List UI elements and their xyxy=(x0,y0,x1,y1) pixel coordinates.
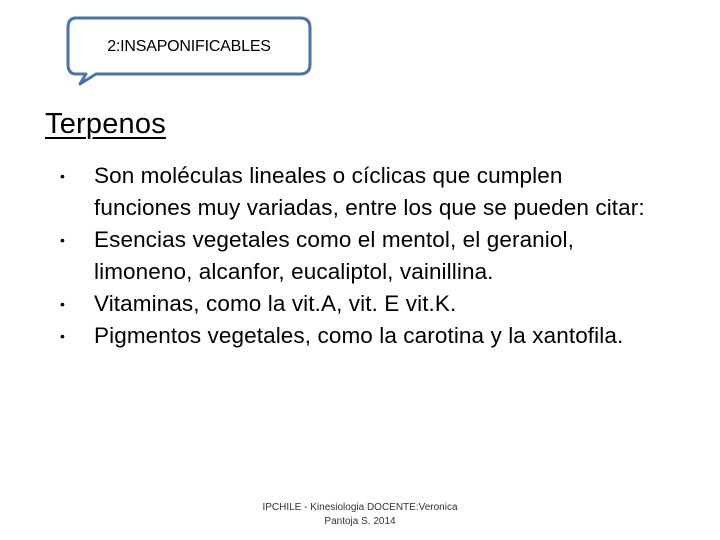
callout-label: 2:INSAPONIFICABLES xyxy=(107,38,271,55)
bullet-icon: • xyxy=(60,328,66,344)
list-item xyxy=(40,224,660,288)
list-item-text: Vitaminas, como la vit.A, vit. E vit.K. xyxy=(94,291,457,316)
list-item xyxy=(40,288,660,320)
bullet-list xyxy=(40,160,660,352)
callout-bubble xyxy=(66,16,306,70)
list-item-text: Son moléculas lineales o cíclicas que cumplen funciones muy variadas, entre los que se pueden citar: xyxy=(94,163,645,220)
slide-footer xyxy=(240,501,480,529)
bullet-icon: • xyxy=(60,232,66,248)
bullet-icon: • xyxy=(60,296,66,312)
list-item xyxy=(40,160,660,224)
page-title: Terpenos xyxy=(45,108,166,140)
footer-line-2: Pantoja S. 2014 xyxy=(324,516,396,527)
list-item-text: Pigmentos vegetales, como la carotina y la xantofila. xyxy=(94,323,624,348)
list-item-text: Esencias vegetales como el mentol, el geraniol, limoneno, alcanfor, eucaliptol, vainillina. xyxy=(94,227,574,284)
list-item xyxy=(40,320,660,352)
footer-line-1: IPCHILE - Kinesiologia DOCENTE:Veronica xyxy=(262,502,458,513)
bullet-icon: • xyxy=(60,168,66,184)
